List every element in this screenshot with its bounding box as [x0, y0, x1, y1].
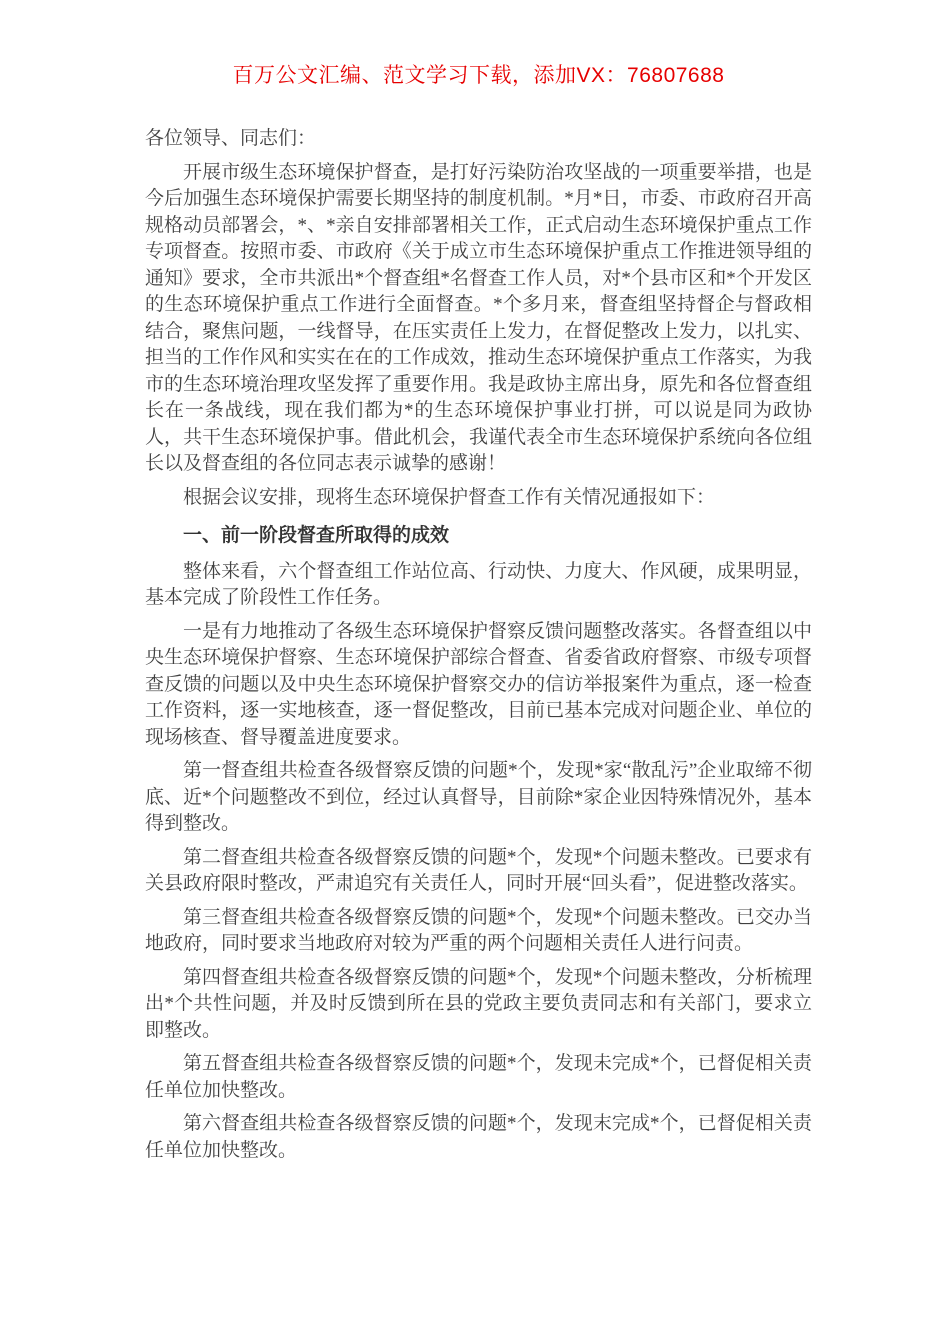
paragraph-intro: 开展市级生态环境保护督查，是打好污染防治攻坚战的一项重要举措，也是今后加强生态环境保护需要长期坚持的制度机制。*月*日，市委、市政府召开高规格动员部署会，*、*亲自安排部署相关工作，正式启动生态环境保护重点工作专项督查。按照市委、市政府《关于成立市生态环境保护重点工作推进领导组的通知》要求，全市共派出*个督查组*名督查工作人员，对*个县市区和*个开发区的生态环境保护重点工作进行全面督查。*个多月来，督查组坚持督企与督政相结合，聚焦问题，一线督导，在压实责任上发力，在督促整改上发力，以扎实、担当的工作作风和实实在在的工作成效，推动生态环境保护重点工作落实，为我市的生态环境治理攻坚发挥了重要作用。我是政协主席出身，原先和各位督查组长在一条战线，现在我们都为*的生态环境保护事业打拼，可以说是同为政协人，共干生态环境保护事。借此机会，我谨代表全市生态环境保护系统向各位组长以及督查组的各位同志表示诚挚的感谢！ [145, 161, 812, 474]
document-body [145, 126, 812, 1164]
section-heading: 一、前一阶段督查所取得的成效 [183, 525, 450, 546]
salutation: 各位领导、同志们： [145, 128, 317, 149]
paragraph-group-6: 第六督查组共检查各级督察反馈的问题*个，发现末完成*个，已督促相关责任单位加快整改。 [145, 1113, 812, 1161]
paragraph-group-2: 第二督查组共检查各级督察反馈的问题*个，发现*个问题未整改。已要求有关县政府限时整改，严肃追究有关责任人，同时开展“回头看”，促进整改落实。 [145, 846, 812, 894]
paragraph-point-one: 一是有力地推动了各级生态环境保护督察反馈问题整改落实。各督查组以中央生态环境保护督察、生态环境保护部综合督查、省委省政府督察、市级专项督查反馈的问题以及中央生态环境保护督察交办的信访举报案件为重点，逐一检查工作资料，逐一实地核查，逐一督促整改，目前已基本完成对问题企业、单位的现场核查、督导覆盖进度要求。 [145, 620, 812, 748]
paragraph-overview: 整体来看，六个督查组工作站位高、行动快、力度大、作风硬，成果明显，基本完成了阶段性工作任务。 [145, 560, 812, 608]
paragraph-group-4: 第四督查组共检查各级督察反馈的问题*个，发现*个问题未整改，分析梳理出*个共性问题，并及时反馈到所在县的党政主要负责同志和有关部门，要求立即整改。 [145, 966, 812, 1041]
paragraph-agenda: 根据会议安排，现将生态环境保护督查工作有关情况通报如下： [183, 486, 716, 508]
paragraph-group-5: 第五督查组共检查各级督察反馈的问题*个，发现未完成*个，已督促相关责任单位加快整改。 [145, 1053, 812, 1101]
promo-banner-text: 百万公文汇编、范文学习下载，添加VX：76807688 [232, 64, 725, 87]
paragraph-group-1: 第一督查组共检查各级督察反馈的问题*个，发现*家“散乱污”企业取缔不彻底、近*个问题整改不到位，经过认真督导，目前除*家企业因特殊情况外，基本得到整改。 [145, 760, 812, 834]
paragraph-group-3: 第三督查组共检查各级督察反馈的问题*个，发现*个问题未整改。已交办当地政府，同时要求当地政府对较为严重的两个问题相关责任人进行问责。 [145, 906, 812, 954]
